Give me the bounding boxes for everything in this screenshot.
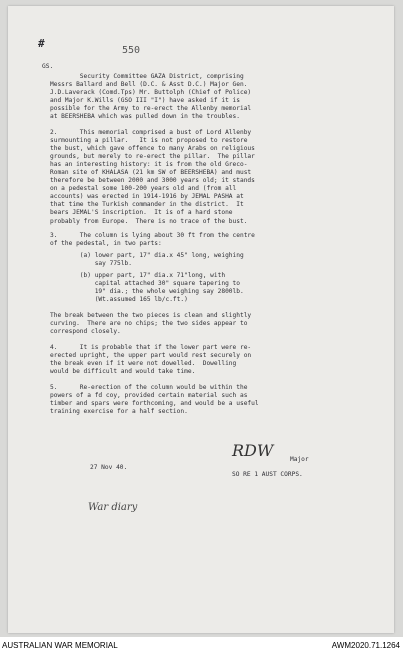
footer-institution: AUSTRALIAN WAR MEMORIAL xyxy=(2,641,118,650)
paragraph-1 xyxy=(50,73,368,121)
text-line: has an interesting history: it is from the old Greco- xyxy=(50,161,248,169)
pencil-mark: # xyxy=(38,37,45,50)
text-line: Messrs Ballard and Bell (D.C. & Asst D.C.) Major Gen. xyxy=(50,81,248,89)
text-line: capital attached 30" square tapering to xyxy=(50,280,240,288)
text-line: J.D.Laverack (Comd.Tps) Mr. Buttolph (Chief of Police) xyxy=(50,89,252,97)
text-line: and Major K.Wills (GSO III "I") have asked if it is xyxy=(50,97,240,105)
text-line: 5. Re-erection of the column would be within the xyxy=(50,384,248,391)
text-line: correspond closely. xyxy=(50,328,121,336)
text-line: powers of a fd coy, provided certain material such as xyxy=(50,392,248,400)
folio-number: 550 xyxy=(122,45,141,56)
paragraph-2 xyxy=(50,129,368,226)
paragraph-3 xyxy=(50,232,368,304)
text-line: the break even if it were not dowelled. Dowelling xyxy=(50,360,237,368)
document-date: 27 Nov 40. xyxy=(90,464,128,471)
text-line: probably from Europe. There is no trace of the bust. xyxy=(50,217,248,225)
handwritten-note: War diary xyxy=(88,502,138,513)
text-line: 19" dia.; the whole weighing say 2800lb. xyxy=(50,288,244,296)
text-line: accounts) was erected in 1914-1916 by JEMAL PASHA at xyxy=(50,193,244,201)
document-reference: GS. xyxy=(42,63,54,70)
text-line: erected upright, the upper part would rest securely on xyxy=(50,352,252,360)
paragraph-5 xyxy=(50,384,368,416)
text-line: on a pedestal some 100-200 years old and (from all xyxy=(50,185,237,193)
text-line: 3. The column is lying about 30 ft from the centre xyxy=(50,232,255,239)
text-line: at BEERSHEBA which was pulled down in the troubles. xyxy=(50,113,240,121)
text-line: the bust, which gave offence to many Arabs on religious xyxy=(50,145,255,153)
signatory-unit: SO RE 1 AUST CORPS. xyxy=(232,471,303,478)
signature: RDW xyxy=(232,441,274,460)
paragraph-4 xyxy=(50,344,368,376)
text-line: bears JEMAL'S inscription. It is of a hard stone xyxy=(50,209,233,217)
text-line: Security Committee GAZA District, comprising xyxy=(50,73,244,80)
text-line: therefore be between 2000 and 3000 years old; it stands xyxy=(50,177,255,185)
text-line: of the pedestal, in two parts: xyxy=(50,240,162,248)
text-line: The break between the two pieces is clean and slightly xyxy=(50,312,252,319)
text-line: (Wt.assumed 165 lb/c.ft.) xyxy=(50,296,188,304)
text-line: that time the Turkish commander in the district. It xyxy=(50,201,244,209)
text-line: 4. It is probable that if the lower part were re- xyxy=(50,344,252,351)
text-line: say 775lb. xyxy=(50,260,132,268)
text-line: would be difficult and would take time. xyxy=(50,368,196,376)
text-line: (b) upper part, 17" dia.x 71"long, with xyxy=(50,272,226,280)
footer-accession-number: AWM2020.71.1264 xyxy=(331,641,400,650)
text-line: possible for the Army to re-erect the Allenby memorial xyxy=(50,105,252,113)
text-line: training exercise for a half section. xyxy=(50,408,188,416)
paragraph-3-continued xyxy=(50,312,368,336)
text-line: (a) lower part, 17" dia.x 45" long, weighing xyxy=(50,252,244,260)
text-line: Roman site of KHALASA (21 km SW of BEERSHEBA) and must xyxy=(50,169,252,177)
text-line: grounds, but merely to re-erect the pillar. The pillar xyxy=(50,153,255,161)
footer-bar xyxy=(0,640,403,653)
signatory-rank: Major xyxy=(290,456,309,463)
text-line: surmounting a pillar. It is not proposed to restore xyxy=(50,137,248,145)
text-line: 2. This memorial comprised a bust of Lord Allenby xyxy=(50,129,252,136)
text-line: timber and spars were forthcoming, and would be a useful xyxy=(50,400,259,408)
text-line: curving. There are no chips; the two sides appear to xyxy=(50,320,248,328)
